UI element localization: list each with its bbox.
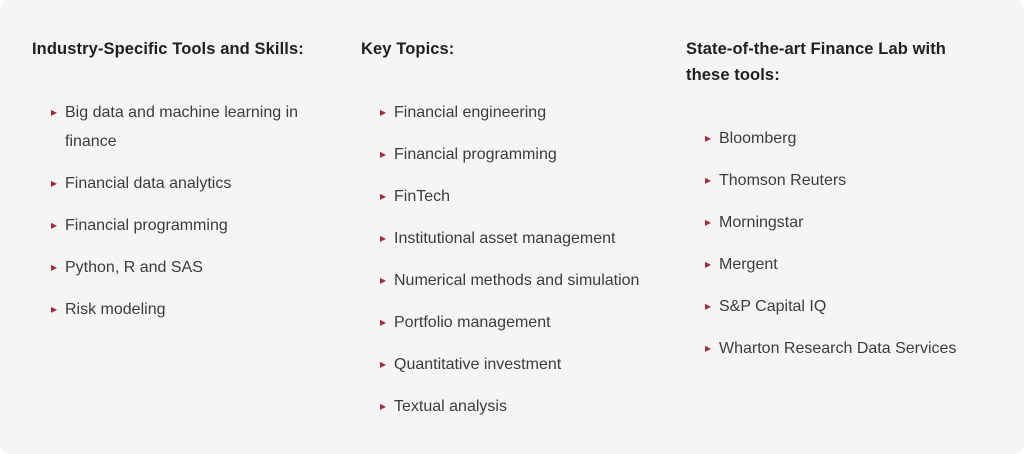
list-item: [51, 169, 361, 198]
list-item: [380, 308, 686, 337]
list-item-text: Textual analysis: [394, 398, 507, 415]
list-item-text: Financial data analytics: [65, 175, 232, 192]
list-item: [705, 250, 992, 279]
list-item-text: Numerical methods and simulation: [394, 272, 640, 289]
bullet-arrow-icon: ▸: [51, 302, 58, 316]
bullet-list: [361, 98, 686, 421]
bullet-arrow-icon: ▸: [51, 218, 58, 232]
list-item-text: Risk modeling: [65, 301, 166, 318]
list-item-text: Portfolio management: [394, 314, 551, 331]
bullet-arrow-icon: ▸: [380, 147, 387, 161]
bullet-arrow-icon: ▸: [705, 131, 712, 145]
column-heading: Industry-Specific Tools and Skills:: [32, 40, 304, 58]
list-item: [705, 208, 992, 237]
list-item-text: Python, R and SAS: [65, 259, 203, 276]
list-item: [705, 166, 992, 195]
list-item-text: Institutional asset management: [394, 230, 616, 247]
list-item: [380, 266, 686, 295]
bullet-arrow-icon: ▸: [51, 176, 58, 190]
list-item-text: Financial engineering: [394, 104, 547, 121]
list-item: [705, 334, 992, 363]
list-item-text: Morningstar: [719, 214, 804, 231]
bullet-arrow-icon: ▸: [705, 173, 712, 187]
list-item: [380, 140, 686, 169]
bullet-list: [686, 124, 992, 363]
list-item: [51, 295, 361, 324]
list-item: [51, 211, 361, 240]
list-item-text: Financial programming: [65, 217, 228, 234]
column-heading: Key Topics:: [361, 40, 455, 58]
bullet-arrow-icon: ▸: [705, 299, 712, 313]
list-item-text: Financial programming: [394, 146, 557, 163]
bullet-list: [32, 98, 361, 324]
column-finance-lab-tools: [686, 36, 992, 424]
list-item: [380, 392, 686, 421]
bullet-arrow-icon: ▸: [705, 257, 712, 271]
bullet-arrow-icon: ▸: [705, 215, 712, 229]
list-item: [51, 98, 361, 156]
list-item-text: Quantitative investment: [394, 356, 562, 373]
list-item: [380, 98, 686, 127]
bullet-arrow-icon: ▸: [380, 231, 387, 245]
list-item: [705, 292, 992, 321]
bullet-arrow-icon: ▸: [380, 357, 387, 371]
list-item-text: Wharton Research Data Services: [719, 340, 957, 357]
bullet-arrow-icon: ▸: [380, 273, 387, 287]
list-item-text: Big data and machine learning in finance: [65, 104, 299, 150]
list-item: [705, 124, 992, 153]
list-item-text: S&P Capital IQ: [719, 298, 827, 315]
list-item-text: Bloomberg: [719, 130, 797, 147]
bullet-arrow-icon: ▸: [51, 105, 58, 119]
list-item: [51, 253, 361, 282]
list-item-text: Thomson Reuters: [719, 172, 847, 189]
list-item: [380, 182, 686, 211]
column-heading: State-of-the-art Finance Lab with these tools:: [686, 40, 946, 84]
bullet-arrow-icon: ▸: [380, 399, 387, 413]
column-key-topics: [361, 36, 686, 424]
list-item-text: Mergent: [719, 256, 778, 273]
bullet-arrow-icon: ▸: [380, 315, 387, 329]
bullet-arrow-icon: ▸: [51, 260, 58, 274]
list-item: [380, 350, 686, 379]
column-industry-tools: [32, 36, 361, 424]
bullet-arrow-icon: ▸: [705, 341, 712, 355]
list-item: [380, 224, 686, 253]
list-item-text: FinTech: [394, 188, 451, 205]
bullet-arrow-icon: ▸: [380, 189, 387, 203]
bullet-arrow-icon: ▸: [380, 105, 387, 119]
